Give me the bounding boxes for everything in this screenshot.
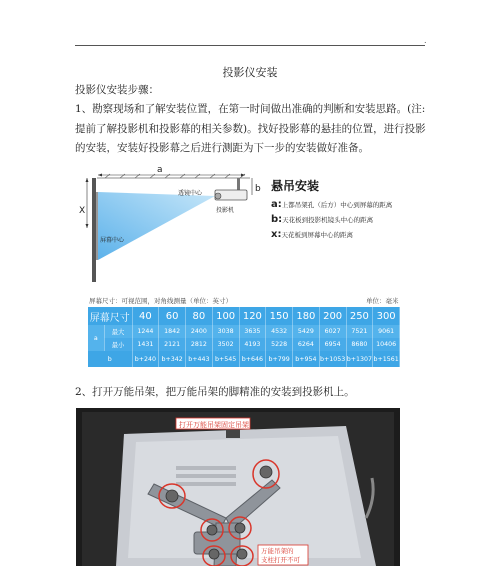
screen-size-cell: 80 [186, 307, 213, 325]
a-max-cell: 4532 [266, 325, 293, 338]
min-label: 最小 [104, 338, 132, 351]
b-value-cell: b+646 [239, 351, 266, 367]
table-row-a-max [88, 325, 400, 338]
table-unit: 单位：毫米 [366, 297, 399, 305]
screen-size-table [88, 307, 400, 367]
a-max-cell: 3038 [212, 325, 239, 338]
screen-wall [92, 178, 96, 282]
screen-size-cell: 300 [373, 307, 400, 325]
steps-heading: 投影仪安装步骤： [75, 84, 159, 96]
b-label: b [88, 351, 132, 367]
header-rule [75, 45, 425, 46]
b-value-cell: b+954 [293, 351, 320, 367]
b-value-cell: b+342 [159, 351, 186, 367]
page-title: 投影仪安装 [222, 66, 278, 79]
b-value-cell: b+1307 [346, 351, 373, 367]
screen-size-cell: 120 [239, 307, 266, 325]
photo-note-bottom: 万能吊架的支柱打开不可 [261, 547, 300, 564]
a-max-cell: 9061 [373, 325, 400, 338]
a-max-cell: 2400 [186, 325, 213, 338]
a-label: a [88, 325, 104, 351]
step-2-text: 2、打开万能吊架，把万能吊架的脚精准的安装到投影机上。 [75, 386, 355, 398]
a-min-cell: 10406 [373, 338, 400, 351]
a-min-cell: 6264 [293, 338, 320, 351]
mount-photo [76, 408, 400, 566]
installation-diagram [75, 166, 425, 291]
screen-center-label: 屏幕中心 [100, 237, 125, 244]
dim-x-label: X [79, 206, 86, 216]
a-max-cell: 1842 [159, 325, 186, 338]
screen-size-cell: 60 [159, 307, 186, 325]
max-label: 最大 [104, 325, 132, 338]
b-value-cell: b+240 [132, 351, 159, 367]
photo-note-top: 打开万能吊架固定吊架 [179, 421, 249, 429]
dim-b-label: b [255, 184, 261, 194]
dim-a-label: a [157, 166, 163, 175]
screen-size-cell: 100 [212, 307, 239, 325]
a-min-cell: 3502 [212, 338, 239, 351]
a-max-cell: 5429 [293, 325, 320, 338]
table-caption: 屏幕尺寸：可视范围，对角线测量（单位：英寸） [89, 297, 232, 305]
table-row-a-min [88, 338, 400, 351]
a-max-cell: 1244 [132, 325, 159, 338]
legend-item-x: x:天花板到屏幕中心的距离 [271, 229, 353, 240]
lens-center-label: 透镜中心 [178, 190, 203, 197]
screen-size-cell: 200 [319, 307, 346, 325]
step-1-text: 1、勘察现场和了解安装位置，在第一时间做出准确的判断和安装思路。(注:提前了解投影机和投影幕的相关参数)。找好投影幕的悬挂的位置，进行投影的安装，安装好投影幕之后进行测距为下一步的安装做好准备。 [75, 103, 426, 154]
a-min-cell: 2121 [159, 338, 186, 351]
b-value-cell: b+1053 [319, 351, 346, 367]
header-label: 屏幕尺寸 [88, 307, 132, 325]
projector-lens [215, 193, 221, 199]
b-value-cell: b+545 [212, 351, 239, 367]
a-min-cell: 8680 [346, 338, 373, 351]
a-min-cell: 5228 [266, 338, 293, 351]
legend-item-a: a:上都吊架孔（后方）中心到屏幕的距离 [271, 199, 393, 210]
b-value-cell: b+1561 [373, 351, 400, 367]
header-mark: . [424, 36, 427, 45]
legend-title: 悬吊安装 [271, 179, 320, 193]
a-min-cell: 2812 [186, 338, 213, 351]
screen-size-cell: 150 [266, 307, 293, 325]
ceiling-hatch [97, 174, 250, 178]
a-max-cell: 7521 [346, 325, 373, 338]
b-value-cell: b+799 [266, 351, 293, 367]
b-value-cell: b+443 [186, 351, 213, 367]
a-max-cell: 3635 [239, 325, 266, 338]
screen-size-cell: 250 [346, 307, 373, 325]
a-min-cell: 1431 [132, 338, 159, 351]
screen-size-cell: 180 [293, 307, 320, 325]
table-header-row [88, 307, 400, 325]
projection-screen [96, 192, 98, 260]
a-max-cell: 6027 [319, 325, 346, 338]
legend-item-b: b:天花板到投影机镜头中心的距离 [271, 214, 374, 225]
a-min-cell: 4193 [239, 338, 266, 351]
projection-beam [98, 192, 215, 260]
screen-size-cell: 40 [132, 307, 159, 325]
projector-label: 投影机 [216, 207, 235, 214]
table-row-b [88, 351, 400, 367]
a-min-cell: 6954 [319, 338, 346, 351]
